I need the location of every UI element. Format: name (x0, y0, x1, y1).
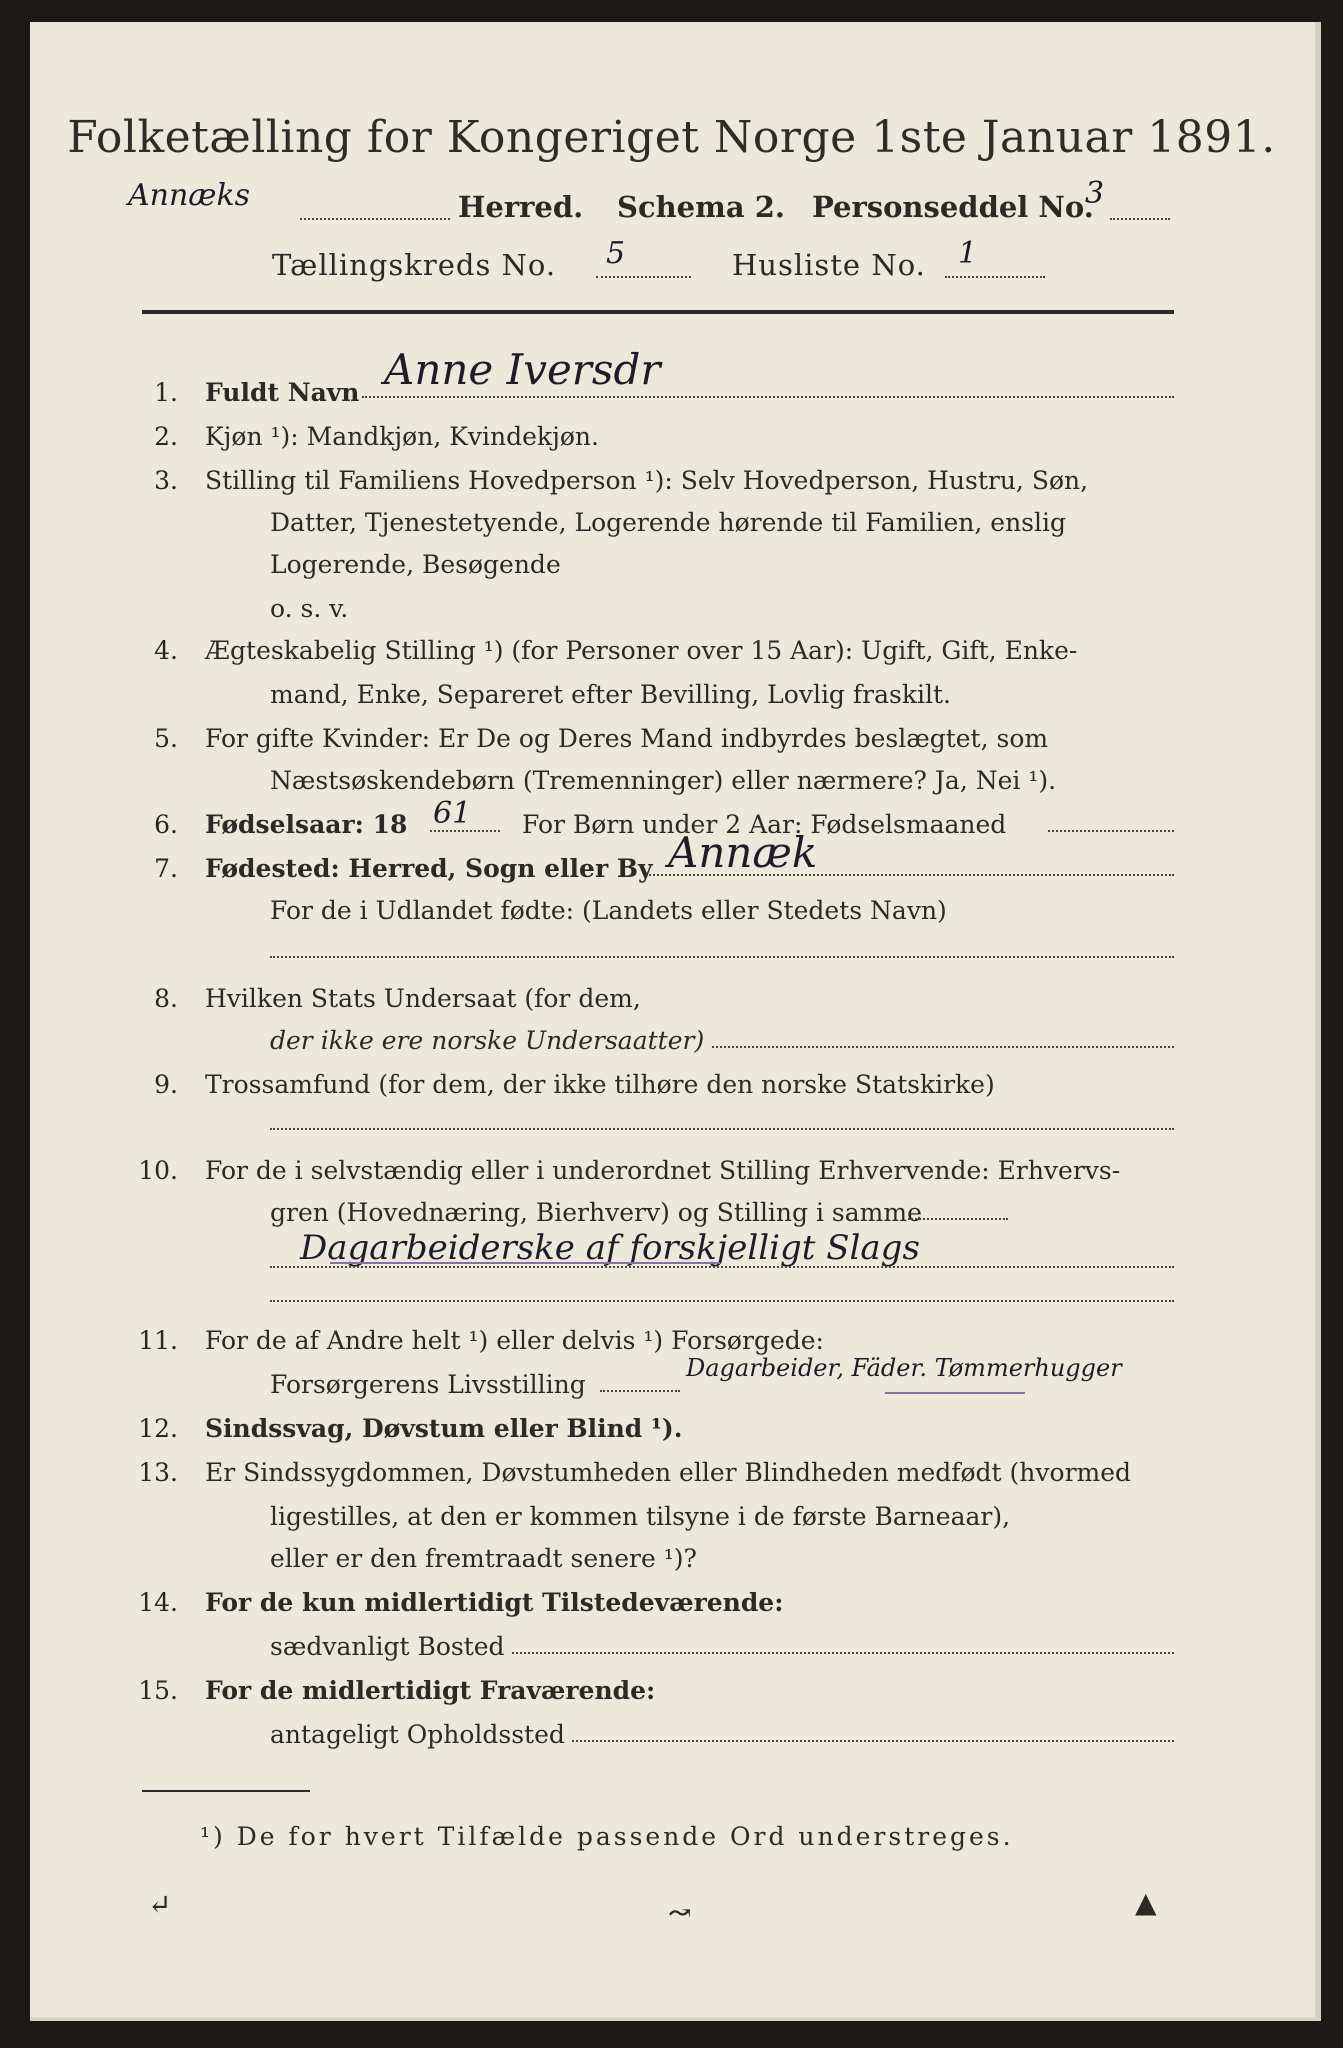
item-number: 5. (154, 724, 178, 753)
census-form-page (30, 22, 1321, 2021)
item-number: 12. (138, 1414, 178, 1443)
item-line: eller er den fremtraadt senere ¹)? (270, 1544, 697, 1573)
item-line: Ægteskabelig Stilling ¹) (for Personer over 15 Aar): Ugift, Gift, Enke- (205, 636, 1078, 665)
item-number: 15. (138, 1676, 178, 1705)
kreds-label: Tællingskreds No. (272, 248, 557, 282)
item-number: 7. (154, 854, 178, 883)
item-line: Hvilken Stats Undersaat (for dem, (205, 984, 641, 1013)
paper-mark: ↝ (668, 1896, 692, 1929)
item-number: 10. (138, 1156, 178, 1185)
municipality-handwritten: Annæks (128, 178, 251, 213)
birthmonth-dots (1048, 830, 1174, 832)
item-number: 6. (154, 810, 178, 839)
occupation-dots (908, 1218, 1008, 1220)
item-line: Kjøn ¹): Mandkjøn, Kvindekjøn. (205, 422, 599, 451)
form-title: Folketælling for Kongeriget Norge 1ste Januar 1891. (67, 112, 1276, 163)
provider-handwritten: Dagarbeider, Fäder. Tømmerhugger (686, 1354, 1122, 1382)
item-line: Stilling til Familiens Hovedperson ¹): Selv Hovedperson, Hustru, Søn, (205, 466, 1089, 495)
religion-dots (270, 1128, 1174, 1130)
item-number: 3. (154, 466, 178, 495)
item-line: For gifte Kvinder: Er De og Deres Mand indbyrdes beslægtet, som (205, 724, 1049, 753)
item-number: 11. (138, 1326, 178, 1355)
item-number: 14. (138, 1588, 178, 1617)
item-line: Fødested: Herred, Sogn eller By (205, 854, 653, 883)
item-line: o. s. v. (270, 594, 349, 623)
foreign-birthplace-dots (270, 956, 1174, 958)
item-line: Fuldt Navn (205, 378, 360, 407)
item-line: For Børn under 2 Aar: Fødselsmaaned (522, 810, 1007, 839)
birthplace-handwritten: Annæk (668, 828, 818, 877)
item-number: 2. (154, 422, 178, 451)
item-line: der ikke ere norske Undersaatter) (270, 1026, 705, 1055)
occupation-dots-3 (270, 1300, 1174, 1302)
item-line: For de af Andre helt ¹) eller delvis ¹) Forsørgede: (205, 1326, 824, 1355)
header-rule (142, 310, 1174, 314)
husliste-label: Husliste No. (732, 248, 926, 282)
citizenship-dots (712, 1046, 1174, 1048)
occupation-handwritten: Dagarbeiderske af forskjelligt Slags (300, 1228, 920, 1268)
name-dots (362, 396, 1174, 398)
item-line: Sindssvag, Døvstum eller Blind ¹). (205, 1414, 683, 1443)
husliste-dots (945, 276, 1045, 278)
provider-dots (600, 1390, 680, 1392)
item-line: Trossamfund (for dem, der ikke tilhøre den norske Statskirke) (205, 1070, 995, 1099)
item-line: Datter, Tjenestetyende, Logerende hørende til Familien, enslig (270, 508, 1067, 537)
item-line: For de i selvstændig eller i underordnet Stilling Erhvervende: Erhvervs- (205, 1156, 1121, 1185)
footnote-rule (142, 1790, 310, 1792)
item-number: 1. (154, 378, 178, 407)
name-handwritten: Anne Iversdr (384, 345, 661, 394)
personseddel-dots (1110, 218, 1170, 220)
item-line: Fødselsaar: 18 (205, 810, 408, 839)
item-line: ligestilles, at den er kommen tilsyne i de første Barneaar), (270, 1502, 1011, 1531)
item-line: Næstsøskendebørn (Tremenninger) eller nærmere? Ja, Nei ¹). (270, 766, 1057, 795)
municipality-dots (300, 218, 450, 220)
item-line: antageligt Opholdssted (270, 1720, 565, 1749)
item-line: mand, Enke, Separeret efter Bevilling, Lovlig fraskilt. (270, 680, 951, 709)
kreds-dots (596, 276, 691, 278)
item-line: Forsørgerens Livsstilling (270, 1370, 586, 1399)
personseddel-label: Personseddel No. (812, 190, 1094, 224)
occupation-dots-2 (270, 1266, 1174, 1268)
birthyear-handwritten: 61 (433, 796, 472, 831)
absence-dots (572, 1740, 1174, 1742)
item-line: Er Sindssygdommen, Døvstumheden eller Blindheden medfødt (hvormed (205, 1458, 1132, 1487)
item-line: For de i Udlandet fødte: (Landets eller Stedets Navn) (270, 896, 947, 925)
item-line: sædvanligt Bosted (270, 1632, 505, 1661)
husliste-number-handwritten: 1 (958, 236, 978, 271)
item-number: 4. (154, 636, 178, 665)
item-line: Logerende, Besøgende (270, 550, 561, 579)
kreds-number-handwritten: 5 (606, 236, 626, 271)
birthplace-dots (646, 874, 1174, 876)
item-line: For de kun midlertidigt Tilstedeværende: (205, 1588, 784, 1617)
paper-mark: ↵ (148, 1888, 172, 1921)
provider-underline (885, 1392, 1025, 1394)
item-line: For de midlertidigt Fraværende: (205, 1676, 656, 1705)
schema-label: Schema 2. (617, 190, 785, 224)
footnote: ¹) De for hvert Tilfælde passende Ord understreges. (200, 1822, 1014, 1851)
birthyear-dots (430, 830, 500, 832)
herred-label: Herred. (458, 190, 584, 224)
paper-mark: ▲ (1135, 1886, 1157, 1919)
item-number: 8. (154, 984, 178, 1013)
item-number: 13. (138, 1458, 178, 1487)
occupation-underline (330, 1262, 720, 1264)
item-line: gren (Hovednæring, Bierhverv) og Stilling i samme (270, 1198, 922, 1227)
personseddel-number-handwritten: 3 (1085, 176, 1105, 211)
item-number: 9. (154, 1070, 178, 1099)
residence-dots (512, 1652, 1174, 1654)
